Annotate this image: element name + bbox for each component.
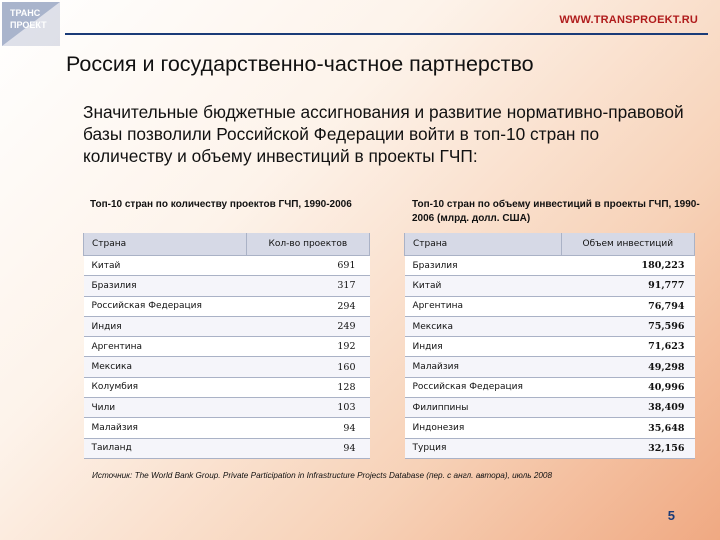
country-cell: Индия	[405, 337, 562, 357]
page-number: 5	[667, 508, 675, 523]
country-cell: Российская Федерация	[84, 296, 247, 316]
count-cell: 128	[246, 377, 369, 397]
table-row	[84, 418, 370, 438]
count-cell: 94	[246, 438, 369, 458]
country-cell: Таиланд	[84, 438, 247, 458]
count-cell: 317	[246, 276, 369, 296]
table-row	[405, 377, 695, 397]
volume-cell: 38,409	[561, 398, 694, 418]
country-cell: Индонезия	[405, 418, 562, 438]
count-cell: 249	[246, 316, 369, 336]
count-cell: 160	[246, 357, 369, 377]
table-row	[405, 398, 695, 418]
col-header-country: Страна	[405, 233, 562, 256]
volume-cell: 91,777	[561, 276, 694, 296]
country-cell: Малайзия	[84, 418, 247, 438]
col-header-country: Страна	[84, 233, 247, 256]
source-note: Источник: The World Bank Group. Private Participation in Infrastructure Projects Database (пер. с англ. автора), июль 2008	[92, 471, 553, 480]
volume-cell: 32,156	[561, 438, 694, 458]
country-cell: Мексика	[84, 357, 247, 377]
country-cell: Индия	[84, 316, 247, 336]
country-cell: Мексика	[405, 316, 562, 336]
table-row	[405, 438, 695, 458]
intro-text: Значительные бюджетные ассигнования и развитие нормативно-правовой базы позволили Российской Федерации войти в топ-10 стран по количеству и объему инвестиций в проекты ГЧП:	[83, 102, 684, 166]
count-cell: 294	[246, 296, 369, 316]
table-row	[405, 256, 695, 276]
country-cell: Чили	[84, 398, 247, 418]
table-row	[84, 337, 370, 357]
table-row	[405, 316, 695, 336]
country-cell: Бразилия	[405, 256, 562, 276]
country-cell: Китай	[84, 256, 247, 276]
count-cell: 192	[246, 337, 369, 357]
investment-volume-table	[404, 233, 695, 459]
projects-count-table	[83, 233, 370, 459]
table-row	[405, 296, 695, 316]
country-cell: Китай	[405, 276, 562, 296]
left-table-caption: Топ-10 стран по количеству проектов ГЧП, 1990-2006	[90, 199, 352, 210]
count-cell: 103	[246, 398, 369, 418]
table-row	[405, 337, 695, 357]
country-cell: Колумбия	[84, 377, 247, 397]
volume-cell: 71,623	[561, 337, 694, 357]
volume-cell: 40,996	[561, 377, 694, 397]
header-rule	[65, 33, 708, 35]
country-cell: Филиппины	[405, 398, 562, 418]
country-cell: Российская Федерация	[405, 377, 562, 397]
right-table-caption: Топ-10 стран по объему инвестиций в проекты ГЧП, 1990-2006 (млрд. долл. США)	[412, 199, 700, 224]
table-header-row	[84, 233, 370, 256]
table-row	[405, 276, 695, 296]
table-row	[405, 418, 695, 438]
table-row	[84, 256, 370, 276]
volume-cell: 35,648	[561, 418, 694, 438]
volume-cell: 76,794	[561, 296, 694, 316]
volume-cell: 180,223	[561, 256, 694, 276]
table-row	[84, 357, 370, 377]
table-row	[84, 377, 370, 397]
count-cell: 94	[246, 418, 369, 438]
col-header-count: Кол-во проектов	[246, 233, 369, 256]
volume-cell: 75,596	[561, 316, 694, 336]
table-row	[84, 398, 370, 418]
table-header-row	[405, 233, 695, 256]
country-cell: Аргентина	[84, 337, 247, 357]
volume-cell: 49,298	[561, 357, 694, 377]
transproekt-logo	[2, 2, 60, 46]
slide-title: Россия и государственно-частное партнерство	[66, 52, 534, 76]
country-cell: Малайзия	[405, 357, 562, 377]
table-row	[84, 296, 370, 316]
country-cell: Бразилия	[84, 276, 247, 296]
table-row	[84, 276, 370, 296]
svg-text:ПРОЕКТ: ПРОЕКТ	[10, 20, 47, 30]
site-url[interactable]: WWW.TRANSPROEKT.RU	[559, 14, 698, 26]
country-cell: Аргентина	[405, 296, 562, 316]
col-header-volume: Объем инвестиций	[561, 233, 694, 256]
country-cell: Турция	[405, 438, 562, 458]
count-cell: 691	[246, 256, 369, 276]
svg-text:ТРАНС: ТРАНС	[10, 8, 41, 18]
table-row	[84, 438, 370, 458]
table-row	[405, 357, 695, 377]
table-row	[84, 316, 370, 336]
